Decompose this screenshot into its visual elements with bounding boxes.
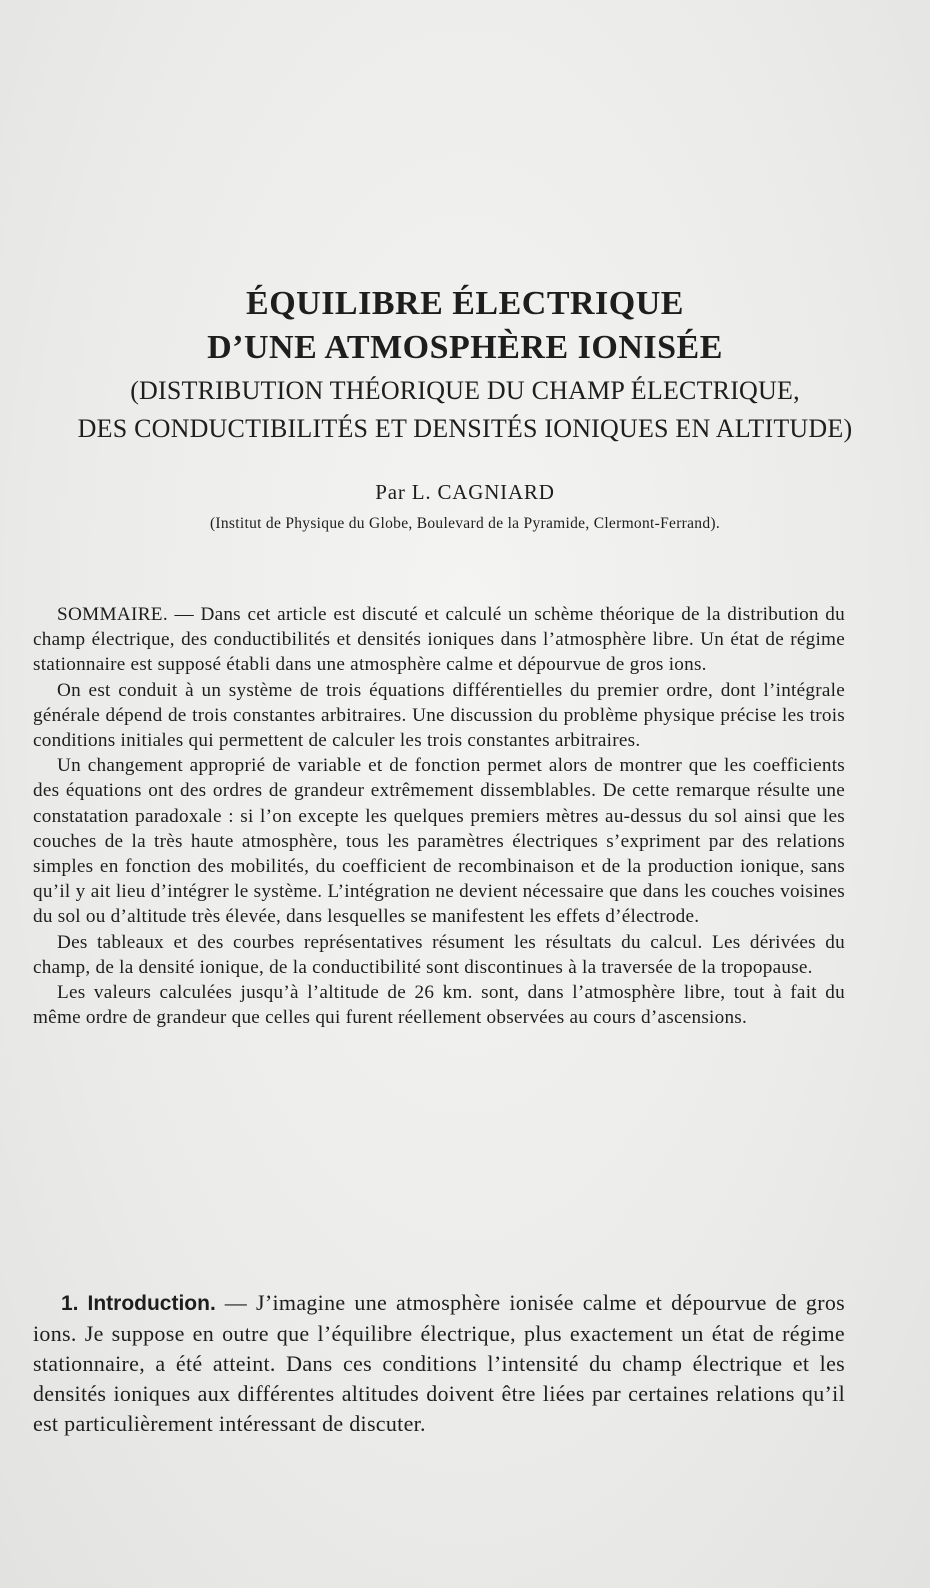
introduction-heading: 1. Introduction.	[61, 1292, 216, 1315]
summary-paragraph-4: Des tableaux et des courbes représentatives résument les résultats du calcul. Les dérivées du champ, de la densité ionique, de la conductibilité sont discontinues à la traversée de la tropopause.	[33, 931, 845, 978]
introduction-paragraph	[33, 1288, 845, 1439]
title-block	[20, 282, 910, 448]
author-line: Par L. CAGNIARD	[375, 480, 555, 504]
summary-section	[33, 602, 845, 1030]
affiliation-line: (Institut de Physique du Globe, Boulevard de la Pyramide, Clermont-Ferrand).	[209, 515, 721, 532]
summary-paragraph-1-text: — Dans cet article est discuté et calculé un schème théorique de la distribution du champ électrique, des conductibilités et densités ioniques dans l’atmosphère libre. Un état de régime stationnaire est supposé établi dans une atmosphère calme et dépourvue de gros ions.	[33, 604, 845, 676]
subtitle-line-1: (DISTRIBUTION THÉORIQUE DU CHAMP ÉLECTRIQUE,	[130, 376, 800, 405]
introduction-text: — J’imagine une atmosphère ionisée calme et dépourvue de gros ions. Je suppose en outre que l’équilibre électrique, plus exactement un état de régime stationnaire, a été atteint. Dans ces conditions l’intensité du champ électrique et les densités ioniques aux différentes altitudes doivent être liées par certaines relations qu’il est particulièrement intéressant de discuter.	[33, 1290, 846, 1436]
summary-paragraph-2: On est conduit à un système de trois équations différentielles du premier ordre, dont l’intégrale générale dépend de trois constantes arbitraires. Une discussion du problème physique précise les trois conditions initiales qui permettent de calculer les trois constantes arbitraires.	[33, 679, 845, 752]
introduction-section	[33, 1288, 845, 1439]
summary-label: SOMMAIRE.	[57, 604, 168, 625]
summary-paragraph-1	[33, 602, 845, 678]
title-line-1: ÉQUILIBRE ÉLECTRIQUE	[246, 285, 684, 322]
summary-paragraph-5: Les valeurs calculées jusqu’à l’altitude de 26 km. sont, dans l’atmosphère libre, tout à fait du même ordre de grandeur que celles qui furent réellement observées au cours d’ascensions.	[33, 982, 845, 1029]
summary-paragraph-3: Un changement approprié de variable et de fonction permet alors de montrer que les coefficients des équations ont des ordres de grandeur extrêmement dissemblables. De cette remarque résulte une constatation paradoxale : si l’on excepte les quelques premiers mètres au-dessus du sol ainsi que les couches de la très haute atmosphère, tous les paramètres électriques s’expriment par des relations simples en fonction des mobilités, du coefficient de recombinaison et de la production ionique, sans qu’il y ait lieu d’intégrer le système. L’intégration ne devient nécessaire que dans les couches voisines du sol ou d’altitude très élevée, dans lesquelles se manifestent les effets d’électrode.	[33, 755, 845, 928]
subtitle-line-2: DES CONDUCTIBILITÉS ET DENSITÉS IONIQUES EN ALTITUDE)	[77, 414, 853, 443]
title-line-2: D’UNE ATMOSPHÈRE IONISÉE	[207, 329, 723, 366]
